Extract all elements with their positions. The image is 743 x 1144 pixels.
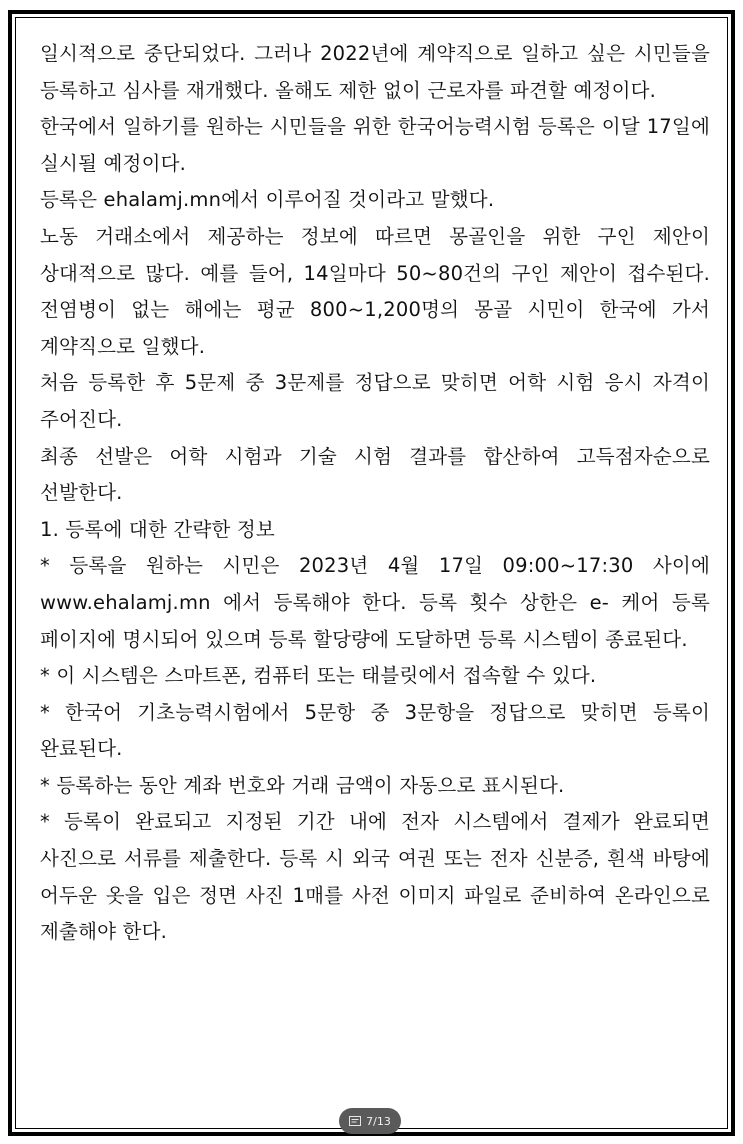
paragraph: 처음 등록한 후 5문제 중 3문제를 정답으로 맞히면 어학 시험 응시 자격이 주어진다.	[40, 371, 710, 431]
page-indicator[interactable]	[339, 1108, 401, 1134]
section-heading: 1. 등록에 대한 간략한 정보	[40, 517, 275, 541]
paragraph: 노동 거래소에서 제공하는 정보에 따르면 몽골인을 위한 구인 제안이 상대적으로 많다. 예를 들어, 14일마다 50~80건의 구인 제안이 접수된다. 전염병이 없는 해에는 평균 800~1,200명의 몽골 시민이 한국에 가서 계약직으로 일했다.	[40, 224, 710, 358]
document-body	[40, 36, 710, 951]
paragraph: 일시적으로 중단되었다. 그러나 2022년에 계약직으로 일하고 싶은 시민들을 등록하고 심사를 재개했다. 올해도 제한 없이 근로자를 파견할 예정이다.	[40, 42, 710, 102]
paragraph: 한국에서 일하기를 원하는 시민들을 위한 한국어능력시험 등록은 이달 17일에 실시될 예정이다.	[40, 115, 710, 175]
page-number-label: 7/13	[366, 1114, 391, 1128]
bullet-item: * 등록이 완료되고 지정된 기간 내에 전자 시스템에서 결제가 완료되면 사진으로 서류를 제출한다. 등록 시 외국 여권 또는 전자 신분증, 흰색 바탕에 어두운 옷을 입은 정면 사진 1매를 사전 이미지 파일로 준비하여 온라인으로 제출해야 한다.	[40, 810, 710, 944]
bullet-item: * 한국어 기초능력시험에서 5문항 중 3문항을 정답으로 맞히면 등록이 완료된다.	[40, 700, 710, 761]
page-thumbnail-icon	[349, 1116, 361, 1126]
bullet-item: * 등록을 원하는 시민은 2023년 4월 17일 09:00~17:30 사이에 www.ehalamj.mn 에서 등록해야 한다. 등록 횟수 상한은 e- 케어 등록 페이지에 명시되어 있으며 등록 할당량에 도달하면 등록 시스템이 종료된다.	[40, 554, 710, 651]
bullet-item: * 등록하는 동안 계좌 번호와 거래 금액이 자동으로 표시된다.	[40, 773, 565, 797]
paragraph: 등록은 ehalamj.mn에서 이루어질 것이라고 말했다.	[40, 188, 495, 212]
document-page	[8, 10, 735, 1136]
paragraph: 최종 선발은 어학 시험과 기술 시험 결과를 합산하여 고득점자순으로 선발한다.	[40, 444, 710, 505]
bullet-item: * 이 시스템은 스마트폰, 컴퓨터 또는 태블릿에서 접속할 수 있다.	[40, 664, 597, 688]
